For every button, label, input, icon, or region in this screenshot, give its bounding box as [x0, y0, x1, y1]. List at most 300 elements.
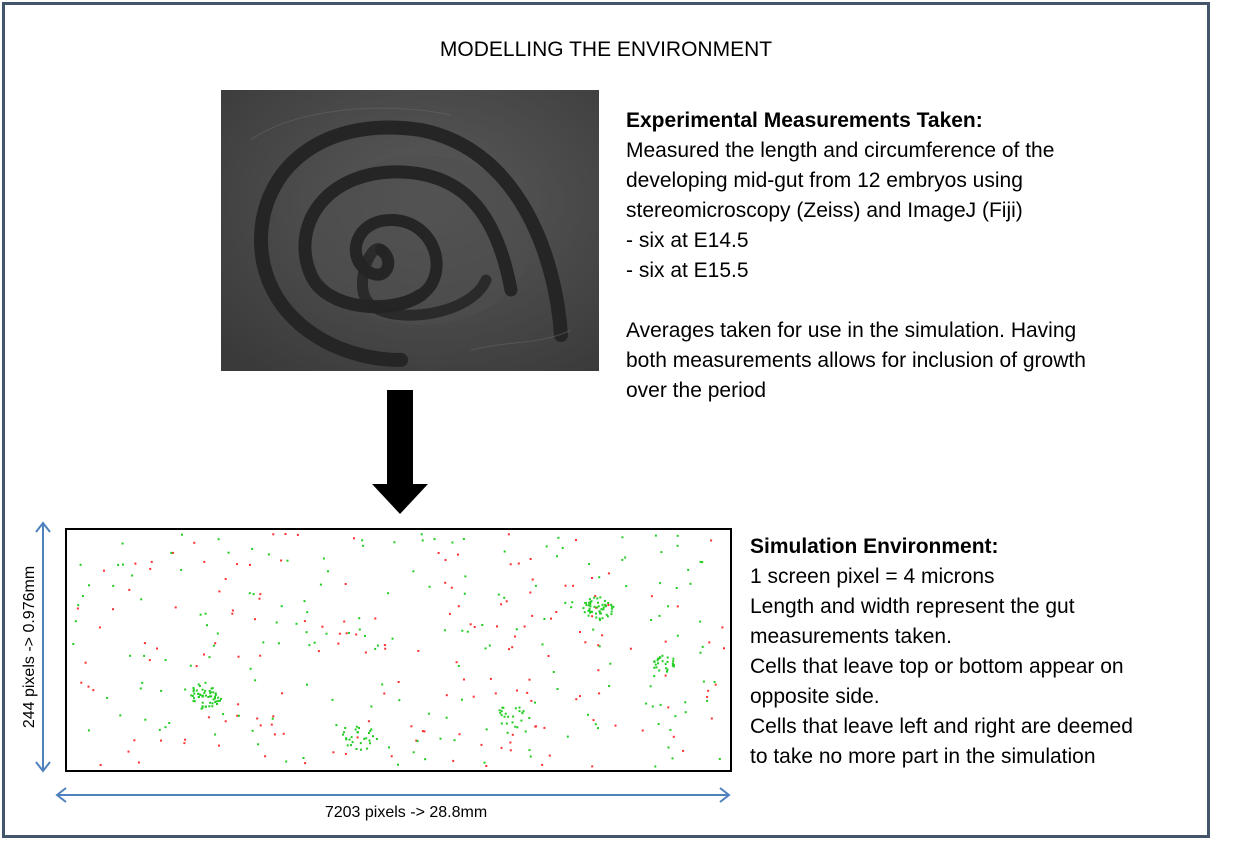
cell-green: [507, 716, 509, 718]
cell-green: [202, 707, 204, 709]
cell-green: [650, 685, 652, 687]
cell-green: [361, 539, 363, 541]
cell-green: [129, 655, 131, 657]
cell-red: [193, 542, 195, 544]
cell-red: [77, 608, 79, 610]
cell-red: [457, 554, 459, 556]
cell-red: [548, 655, 550, 657]
cell-green: [122, 564, 124, 566]
cell-green: [591, 611, 593, 613]
cell-red: [259, 593, 261, 595]
cell-green: [553, 671, 555, 673]
cell-red: [391, 755, 393, 757]
cell-green: [428, 713, 430, 715]
cell-green: [535, 585, 537, 587]
cell-red: [151, 561, 153, 563]
cell-red: [318, 650, 320, 652]
cell-green: [308, 644, 310, 646]
simulation-line: measurements taken.: [750, 625, 952, 648]
cell-green: [655, 664, 657, 666]
cell-green: [602, 604, 604, 606]
cell-green: [597, 602, 599, 604]
cell-red: [218, 590, 220, 592]
cell-green: [703, 681, 705, 683]
cell-red: [374, 618, 376, 620]
cell-red: [85, 662, 87, 664]
cell-red: [721, 626, 723, 628]
cell-red: [225, 578, 227, 580]
experimental-line: Averages taken for use in the simulation. Having: [626, 319, 1077, 342]
cell-red: [384, 648, 386, 650]
cell-green: [650, 619, 652, 621]
cell-green: [332, 699, 334, 701]
cell-red: [677, 605, 679, 607]
cell-green: [570, 606, 572, 608]
cell-green: [388, 746, 390, 748]
experimental-line: Measured the length and circumference of the: [626, 139, 1055, 162]
cell-red: [203, 654, 205, 656]
cell-green: [357, 731, 359, 733]
cell-green: [198, 683, 200, 685]
cell-green: [184, 689, 186, 691]
cell-red: [272, 533, 274, 535]
cell-green: [667, 661, 669, 663]
cell-red: [384, 644, 386, 646]
cell-red: [665, 641, 667, 643]
cell-green: [254, 679, 256, 681]
cell-red: [138, 762, 140, 764]
cell-green: [444, 629, 446, 631]
cell-red: [438, 552, 440, 554]
cell-green: [374, 648, 376, 650]
cell-green: [208, 705, 210, 707]
cell-green: [672, 658, 674, 660]
cell-red: [555, 611, 557, 613]
cell-red: [529, 679, 531, 681]
cell-red: [514, 636, 516, 638]
cell-green: [602, 609, 604, 611]
cell-green: [366, 748, 368, 750]
cell-red: [208, 716, 210, 718]
cell-green: [611, 608, 613, 610]
cell-green: [392, 638, 394, 640]
cell-red: [575, 539, 577, 541]
cell-red: [490, 678, 492, 680]
cell-green: [144, 719, 146, 721]
cell-red: [271, 724, 273, 726]
cell-green: [250, 668, 252, 670]
cell-green: [676, 587, 678, 589]
cell-green: [584, 602, 586, 604]
cell-green: [461, 630, 463, 632]
cell-green: [611, 606, 613, 608]
cell-green: [212, 691, 214, 693]
cell-green: [588, 563, 590, 565]
cell-red: [345, 583, 347, 585]
cell-green: [609, 663, 611, 665]
cell-green: [200, 694, 202, 696]
cell-green: [593, 597, 595, 599]
cell-red: [463, 679, 465, 681]
cell-green: [661, 655, 663, 657]
cell-red: [511, 646, 513, 648]
cell-red: [530, 700, 532, 702]
cell-green: [514, 726, 516, 728]
cell-green: [690, 583, 692, 585]
cell-green: [335, 724, 337, 726]
cell-green: [597, 727, 599, 729]
cell-green: [677, 545, 679, 547]
cell-green: [249, 592, 251, 594]
cell-green: [211, 688, 213, 690]
cell-green: [397, 764, 399, 766]
cell-green: [607, 602, 609, 604]
cell-red: [232, 610, 234, 612]
cell-green: [356, 726, 358, 728]
cell-green: [507, 732, 509, 734]
cell-red: [285, 533, 287, 535]
cell-red: [446, 694, 448, 696]
cell-green: [501, 723, 503, 725]
cell-green: [702, 646, 704, 648]
cell-green: [669, 729, 671, 731]
cell-green: [719, 758, 721, 760]
cell-red: [424, 730, 426, 732]
cell-red: [280, 560, 282, 562]
cell-green: [463, 538, 465, 540]
experimental-line: - six at E14.5: [626, 229, 749, 252]
cell-green: [543, 618, 545, 620]
cell-green: [588, 610, 590, 612]
width-dimension-arrow: [54, 784, 732, 806]
cell-red: [682, 750, 684, 752]
cell-green: [485, 647, 487, 649]
cell-green: [211, 705, 213, 707]
gut-micrograph: [221, 90, 599, 371]
cell-green: [364, 635, 366, 637]
cell-green: [594, 606, 596, 608]
cell-red: [231, 613, 233, 615]
cell-red: [707, 690, 709, 692]
cell-red: [203, 561, 205, 563]
cell-green: [440, 738, 442, 740]
cell-green: [659, 582, 661, 584]
cell-green: [213, 645, 215, 647]
cell-red: [565, 585, 567, 587]
cell-green: [595, 617, 597, 619]
cell-green: [304, 600, 306, 602]
cell-green: [501, 710, 503, 712]
cell-green: [181, 534, 183, 536]
cell-green: [608, 685, 610, 687]
cell-green: [665, 663, 667, 665]
cell-red: [238, 656, 240, 658]
cell-green: [165, 659, 167, 661]
cell-red: [506, 600, 508, 602]
cell-red: [451, 587, 453, 589]
cell-green: [216, 703, 218, 705]
cell-green: [268, 553, 270, 555]
cell-green: [557, 537, 559, 539]
cell-green: [434, 538, 436, 540]
cell-red: [575, 698, 577, 700]
cell-green: [88, 584, 90, 586]
cell-red: [149, 659, 151, 661]
cell-green: [592, 629, 594, 631]
cell-red: [339, 633, 341, 635]
cell-red: [715, 684, 717, 686]
cell-red: [103, 570, 105, 572]
cell-red: [706, 696, 708, 698]
cell-green: [323, 558, 325, 560]
cell-green: [699, 621, 701, 623]
cell-green: [501, 707, 503, 709]
cell-green: [486, 728, 488, 730]
cell-red: [304, 620, 306, 622]
cell-green: [257, 743, 259, 745]
cell-green: [424, 758, 426, 760]
cell-green: [604, 604, 606, 606]
cell-green: [687, 569, 689, 571]
cell-green: [343, 731, 345, 733]
cell-green: [228, 552, 230, 554]
cell-red: [673, 736, 675, 738]
cell-red: [345, 753, 347, 755]
cell-red: [398, 681, 400, 683]
cell-red: [572, 585, 574, 587]
cell-red: [156, 648, 158, 650]
cell-green: [571, 601, 573, 603]
cell-green: [122, 543, 124, 545]
cell-green: [140, 598, 142, 600]
simulation-line: Length and width represent the gut: [750, 595, 1075, 618]
cell-green: [652, 706, 654, 708]
cell-red: [254, 618, 256, 620]
cell-green: [306, 631, 308, 633]
cell-green: [595, 613, 597, 615]
simulation-cells: [67, 530, 730, 770]
cell-green: [140, 688, 142, 690]
cell-red: [149, 568, 151, 570]
cell-red: [459, 733, 461, 735]
cell-green: [72, 643, 74, 645]
cell-green: [170, 552, 172, 554]
cell-red: [524, 626, 526, 628]
cell-green: [218, 538, 220, 540]
cell-green: [202, 702, 204, 704]
cell-red: [591, 615, 593, 617]
cell-green: [287, 560, 289, 562]
cell-green: [528, 717, 530, 719]
cell-green: [562, 547, 564, 549]
experimental-text-block: [626, 106, 1086, 406]
cell-green: [141, 682, 143, 684]
cell-red: [601, 634, 603, 636]
cell-green: [358, 727, 360, 729]
cell-green: [603, 606, 605, 608]
cell-green: [621, 536, 623, 538]
cell-green: [621, 559, 623, 561]
cell-red: [134, 563, 136, 565]
cell-green: [655, 535, 657, 537]
cell-green: [677, 535, 679, 537]
cell-green: [567, 736, 569, 738]
cell-green: [672, 660, 674, 662]
experimental-line: - six at E15.5: [626, 259, 749, 282]
cell-green: [656, 666, 658, 668]
cell-green: [193, 697, 195, 699]
cell-red: [100, 764, 102, 766]
cell-red: [474, 626, 476, 628]
cell-red: [470, 623, 472, 625]
cell-green: [368, 732, 370, 734]
cell-green: [355, 729, 357, 731]
cell-green: [196, 690, 198, 692]
cell-green: [306, 611, 308, 613]
cell-red: [259, 598, 261, 600]
cell-green: [214, 698, 216, 700]
cell-green: [417, 740, 419, 742]
cell-green: [253, 593, 255, 595]
cell-green: [360, 742, 362, 744]
cell-green: [653, 675, 655, 677]
cell-green: [458, 665, 460, 667]
cell-green: [344, 727, 346, 729]
cell-red: [512, 734, 514, 736]
cell-green: [117, 564, 119, 566]
cell-green: [464, 593, 466, 595]
cell-red: [723, 647, 725, 649]
cell-green: [131, 575, 133, 577]
cell-green: [342, 734, 344, 736]
cell-green: [165, 726, 167, 728]
cell-red: [496, 625, 498, 627]
cell-red: [256, 718, 258, 720]
cell-green: [700, 561, 702, 563]
cell-red: [579, 631, 581, 633]
cell-red: [88, 686, 90, 688]
cell-red: [249, 564, 251, 566]
slide-title: MODELLING THE ENVIRONMENT: [439, 38, 773, 61]
cell-red: [272, 715, 274, 717]
cell-green: [422, 539, 424, 541]
cell-red: [549, 755, 551, 757]
cell-green: [369, 742, 371, 744]
experimental-line: over the period: [626, 379, 767, 402]
cell-green: [214, 696, 216, 698]
cell-green: [209, 690, 211, 692]
cell-green: [714, 681, 716, 683]
cell-red: [332, 751, 334, 753]
cell-green: [205, 682, 207, 684]
cell-green: [370, 728, 372, 730]
cell-green: [376, 738, 378, 740]
cell-green: [348, 632, 350, 634]
cell-red: [128, 589, 130, 591]
cell-red: [445, 559, 447, 561]
cell-green: [672, 757, 674, 759]
cell-green: [665, 667, 667, 669]
simulation-heading: Simulation Environment:: [750, 535, 999, 558]
down-arrow-icon: [372, 390, 428, 514]
cell-green: [205, 613, 207, 615]
cell-green: [600, 608, 602, 610]
cell-green: [706, 700, 708, 702]
simulation-line: to take no more part in the simulation: [750, 745, 1096, 768]
cell-green: [653, 667, 655, 669]
cell-green: [481, 624, 483, 626]
experimental-line: [626, 286, 1086, 316]
cell-red: [260, 724, 262, 726]
cell-green: [684, 701, 686, 703]
cell-green: [454, 739, 456, 741]
cell-red: [651, 595, 653, 597]
simulation-environment-panel: [65, 528, 732, 772]
cell-green: [658, 723, 660, 725]
cell-red: [458, 605, 460, 607]
cell-red: [456, 661, 458, 663]
cell-green: [523, 710, 525, 712]
cell-red: [529, 592, 531, 594]
cell-red: [264, 755, 266, 757]
cell-green: [606, 614, 608, 616]
cell-green: [451, 542, 453, 544]
cell-green: [512, 721, 514, 723]
experimental-body: [626, 136, 1086, 406]
cell-green: [542, 643, 544, 645]
cell-green: [667, 657, 669, 659]
cell-green: [546, 545, 548, 547]
cell-green: [363, 738, 365, 740]
cell-red: [550, 618, 552, 620]
cell-red: [535, 725, 537, 727]
cell-red: [667, 706, 669, 708]
cell-green: [653, 661, 655, 663]
cell-red: [598, 692, 600, 694]
cell-green: [530, 756, 532, 758]
experimental-line: stereomicroscopy (Zeiss) and ImageJ (Fiji): [626, 199, 1023, 222]
cell-red: [509, 742, 511, 744]
cell-red: [541, 764, 543, 766]
cell-green: [285, 761, 287, 763]
cell-red: [710, 540, 712, 542]
cell-green: [360, 749, 362, 751]
cell-green: [611, 611, 613, 613]
cell-red: [410, 725, 412, 727]
cell-green: [272, 718, 274, 720]
cell-green: [662, 660, 664, 662]
cell-green: [625, 585, 627, 587]
cell-green: [589, 605, 591, 607]
cell-green: [586, 604, 588, 606]
cell-green: [604, 600, 606, 602]
cell-green: [190, 694, 192, 696]
cell-green: [212, 702, 214, 704]
cell-green: [504, 551, 506, 553]
cell-green: [413, 751, 415, 753]
cell-red: [144, 642, 146, 644]
cell-green: [659, 615, 661, 617]
cell-green: [281, 605, 283, 607]
cell-red: [365, 652, 367, 654]
cell-green: [345, 738, 347, 740]
cell-red: [526, 692, 528, 694]
cell-green: [278, 642, 280, 644]
cell-green: [198, 696, 200, 698]
cell-red: [615, 725, 617, 727]
cell-green: [516, 628, 518, 630]
cell-red: [501, 747, 503, 749]
